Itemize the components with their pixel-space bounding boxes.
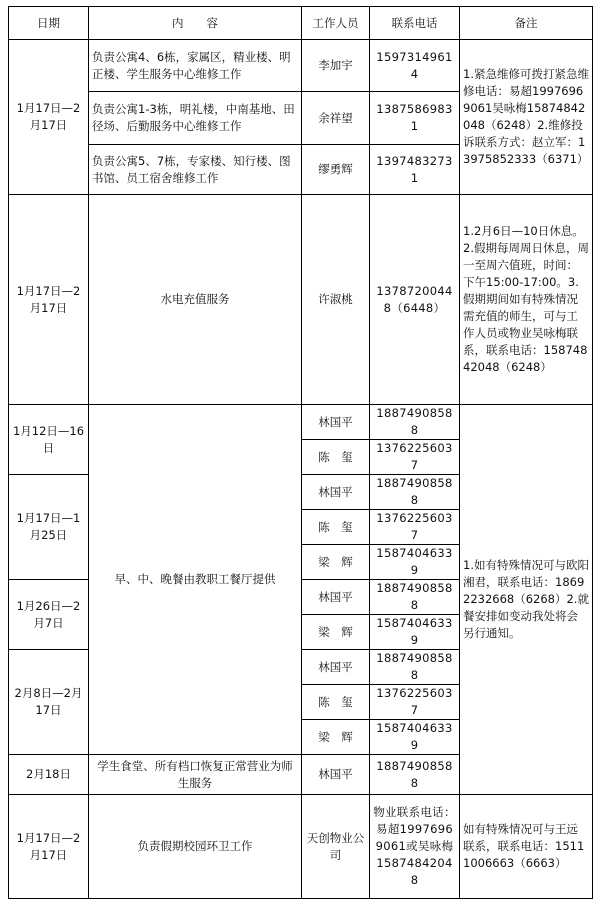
header-staff: 工作人员 [302,7,370,40]
dining-staff-name: 林国平 [302,405,370,440]
dining-staff-phone: 13762256037 [370,510,460,545]
utility-content: 水电充值服务 [89,195,302,405]
dining-staff-name: 陈 玺 [302,440,370,475]
dining-staff-name: 林国平 [302,580,370,615]
dining-staff-phone: 18874908588 [370,580,460,615]
dining-period-1-date: 1月12日—16日 [9,405,89,475]
dining-period-4-date: 2月8日—2月17日 [9,650,89,755]
dining-resume-phone: 18874908588 [370,755,460,795]
dining-resume-staff: 林国平 [302,755,370,795]
dining-resume-date: 2月18日 [9,755,89,795]
security-note: 如有特殊情况可与王远联系，联系电话：15111006663（6663） [460,795,593,899]
dining-period-2-date: 1月17日—1月25日 [9,475,89,580]
utility-date: 1月17日—2月17日 [9,195,89,405]
maintenance-staff-3: 缪勇辉 [302,145,370,195]
maintenance-phone-1: 15973149614 [370,40,460,92]
header-phone: 联系电话 [370,7,460,40]
security-content: 负责假期校园环卫工作 [89,795,302,899]
dining-staff-phone: 18874908588 [370,405,460,440]
table-row [9,795,593,899]
table-row [9,195,593,405]
header-content: 内 容 [89,7,302,40]
holiday-service-schedule-table [8,6,593,899]
maintenance-content-3: 负责公寓5、7栋，专家楼、知行楼、图书馆、员工宿舍维修工作 [89,145,302,195]
maintenance-date: 1月17日—2月17日 [9,40,89,195]
maintenance-content-1: 负责公寓4、6栋，家属区，精业楼、明正楼、学生服务中心维修工作 [89,40,302,92]
maintenance-phone-2: 13875869831 [370,92,460,145]
header-note: 备注 [460,7,593,40]
maintenance-note: 1.紧急维修可拨打紧急维修电话：易超19976969061吴咏梅15874842048（6248）2.维修投诉联系方式：赵立军：13975852333（6371） [460,40,593,195]
dining-staff-phone: 15874046339 [370,720,460,755]
dining-staff-phone: 13762256037 [370,440,460,475]
dining-staff-name: 陈 玺 [302,510,370,545]
header-date: 日期 [9,7,89,40]
dining-staff-name: 梁 辉 [302,545,370,580]
utility-phone: 13787200448（6448） [370,195,460,405]
dining-resume-content: 学生食堂、所有档口恢复正常营业为师生服务 [89,755,302,795]
dining-staff-phone: 15874046339 [370,545,460,580]
maintenance-staff-2: 余祥望 [302,92,370,145]
dining-staff-name: 林国平 [302,475,370,510]
dining-staff-name: 梁 辉 [302,615,370,650]
utility-staff: 许淑桃 [302,195,370,405]
header-row [9,7,593,40]
dining-staff-phone: 18874908588 [370,475,460,510]
table-row [9,40,593,92]
dining-note: 1.如有特殊情况可与欧阳湘君，联系电话：18692232668（6268）2.就餐安排如变动我处将会另行通知。 [460,405,593,795]
dining-staff-name: 梁 辉 [302,720,370,755]
utility-note: 1.2月6日—10日休息。2.假期每周周日休息，周一至周六值班，时间：下午15:00-17:00。3.假期期间如有特殊情况需充值的师生，可与工作人员或物业吴咏梅联系，联系电话：15874842048（6248） [460,195,593,405]
dining-period-3-date: 1月26日—2月7日 [9,580,89,650]
table-row [9,405,593,440]
security-staff: 天创物业公司 [302,795,370,899]
dining-staff-name: 林国平 [302,650,370,685]
dining-staff-name: 陈 玺 [302,685,370,720]
maintenance-staff-1: 李加宇 [302,40,370,92]
dining-staff-phone: 15874046339 [370,615,460,650]
security-phone: 物业联系电话：易超19976969061或吴咏梅15874842048 [370,795,460,899]
security-date: 1月17日—2月17日 [9,795,89,899]
dining-staff-phone: 13762256037 [370,685,460,720]
dining-staff-phone: 18874908588 [370,650,460,685]
maintenance-content-2: 负责公寓1-3栋，明礼楼，中南基地、田径场、后勤服务中心维修工作 [89,92,302,145]
maintenance-phone-3: 13974832731 [370,145,460,195]
dining-content: 早、中、晚餐由教职工餐厅提供 [89,405,302,755]
